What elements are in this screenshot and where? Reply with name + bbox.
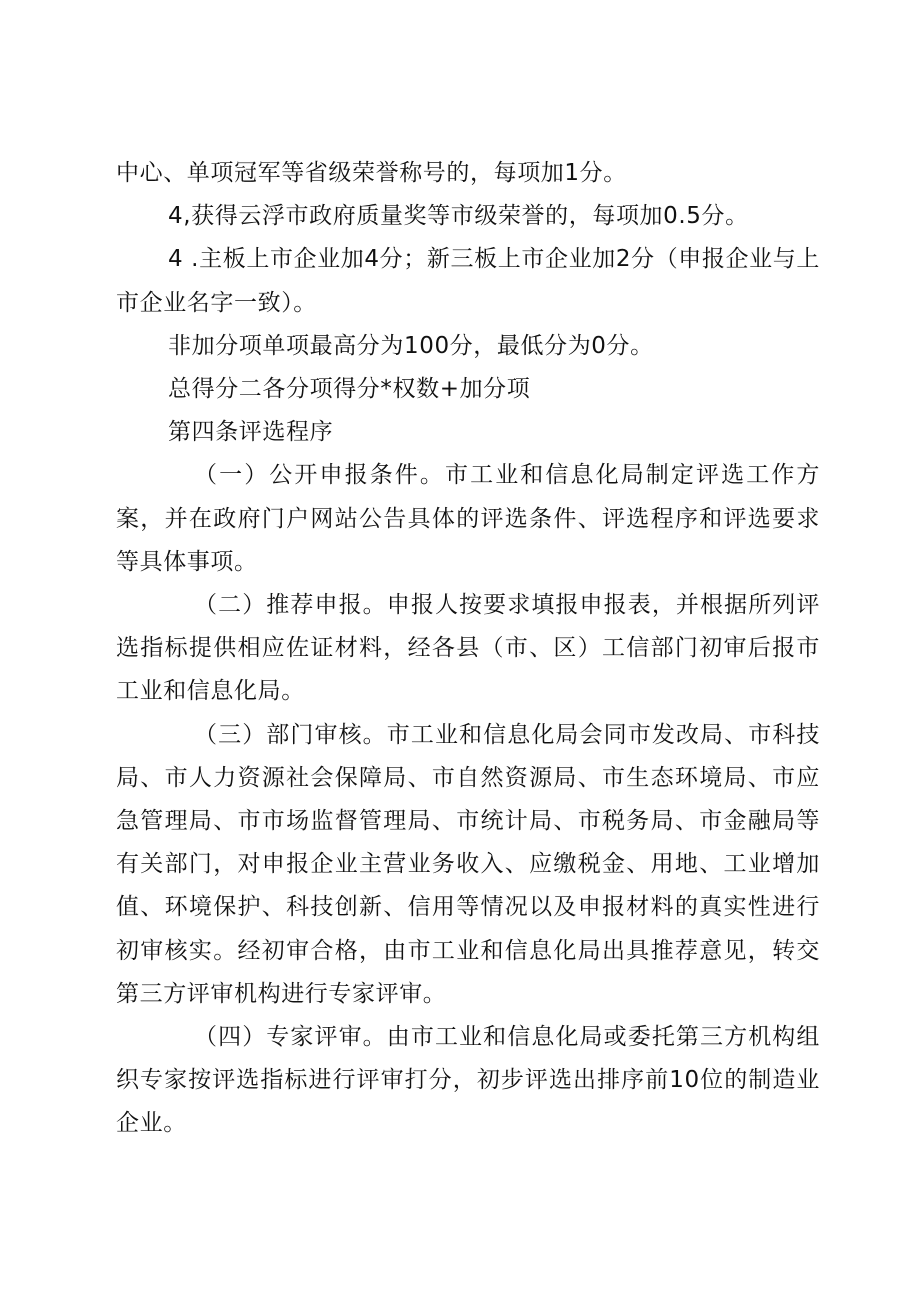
document-body	[116, 152, 820, 1146]
paragraph-max-score: 非加分项单项最高分为100分，最低分为0分。	[168, 332, 654, 359]
section-heading-article-4: 第四条评选程序	[168, 419, 334, 446]
paragraph-step-1: （一）公开申报条件。市工业和信息化局制定评选工作方案，并在政府门户网站公告具体的评选条件、评选程序和评选要求等具体事项。	[116, 462, 820, 575]
paragraph-total-score-formula: 总得分二各分项得分*权数+加分项	[168, 376, 531, 403]
paragraph-provincial-honor: 中心、单项冠军等省级荣誉称号的，每项加1分。	[116, 160, 627, 186]
paragraph-city-honor: 4,获得云浮市政府质量奖等市级荣誉的，每项加0.5分。	[168, 203, 749, 230]
paragraph-step-4: （四）专家评审。由市工业和信息化局或委托第三方机构组织专家按评选指标进行评审打分，初步评选出排序前10位的制造业企业。	[116, 1024, 820, 1137]
paragraph-step-2: （二）推荐申报。申报人按要求填报申报表，并根据所列评选指标提供相应佐证材料，经各县（市、区）工信部门初审后报市工业和信息化局。	[116, 592, 820, 705]
paragraph-step-3: （三）部门审核。市工业和信息化局会同市发改局、市科技局、市人力资源社会保障局、市自然资源局、市生态环境局、市应急管理局、市市场监督管理局、市统计局、市税务局、市金融局等有关部门，对申报企业主营业务收入、应缴税金、用地、工业增加值、环境保护、科技创新、信用等情况以及申报材料的真实性进行初审核实。经初审合格，由市工业和信息化局出具推荐意见，转交第三方评审机构进行专家评审。	[116, 721, 820, 1007]
paragraph-listed-enterprise: 4 .主板上市企业加4分；新三板上市企业加2分（申报企业与上市企业名字一致）。	[116, 246, 820, 316]
